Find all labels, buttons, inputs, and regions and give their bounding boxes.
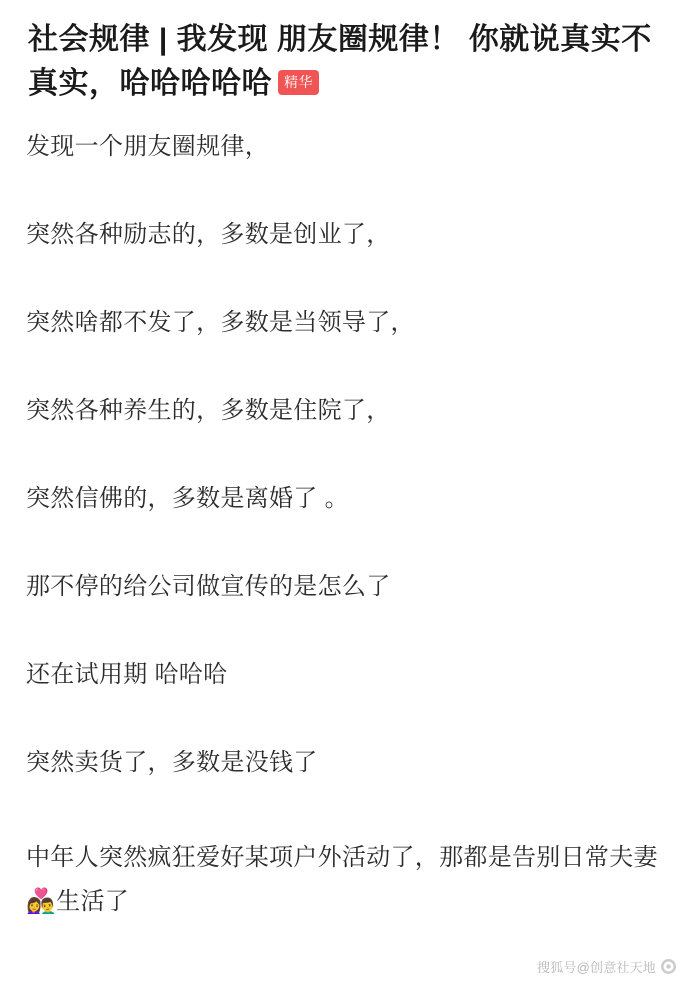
paragraph: 发现一个朋友圈规律， (26, 133, 269, 160)
paragraph: 突然信佛的，多数是离婚了 。 (26, 485, 349, 512)
paragraph: 突然卖货了，多数是没钱了 (26, 749, 318, 776)
watermark (537, 957, 676, 976)
sohu-logo-icon (661, 959, 676, 974)
watermark-text: 搜狐号@创意社天地 (537, 960, 656, 975)
title-block (0, 0, 690, 106)
paragraph: 突然啥都不发了，多数是当领导了， (26, 309, 415, 336)
paragraph: 突然各种养生的，多数是住院了， (26, 397, 391, 424)
paragraph: 突然各种励志的，多数是创业了， (26, 221, 391, 248)
page-title: 社会规律 | 我发现 朋友圈规律！ 你就说真实不真实，哈哈哈哈哈 (28, 23, 652, 100)
article-body (0, 106, 690, 924)
paragraph: 那不停的给公司做宣传的是怎么了 (26, 573, 391, 600)
paragraph: 中年人突然疯狂爱好某项户外活动了，那都是告别日常夫妻👩‍❤️‍👨生活了 (26, 844, 658, 915)
featured-badge: 精华 (278, 70, 319, 95)
paragraph: 还在试用期 哈哈哈 (26, 661, 228, 688)
